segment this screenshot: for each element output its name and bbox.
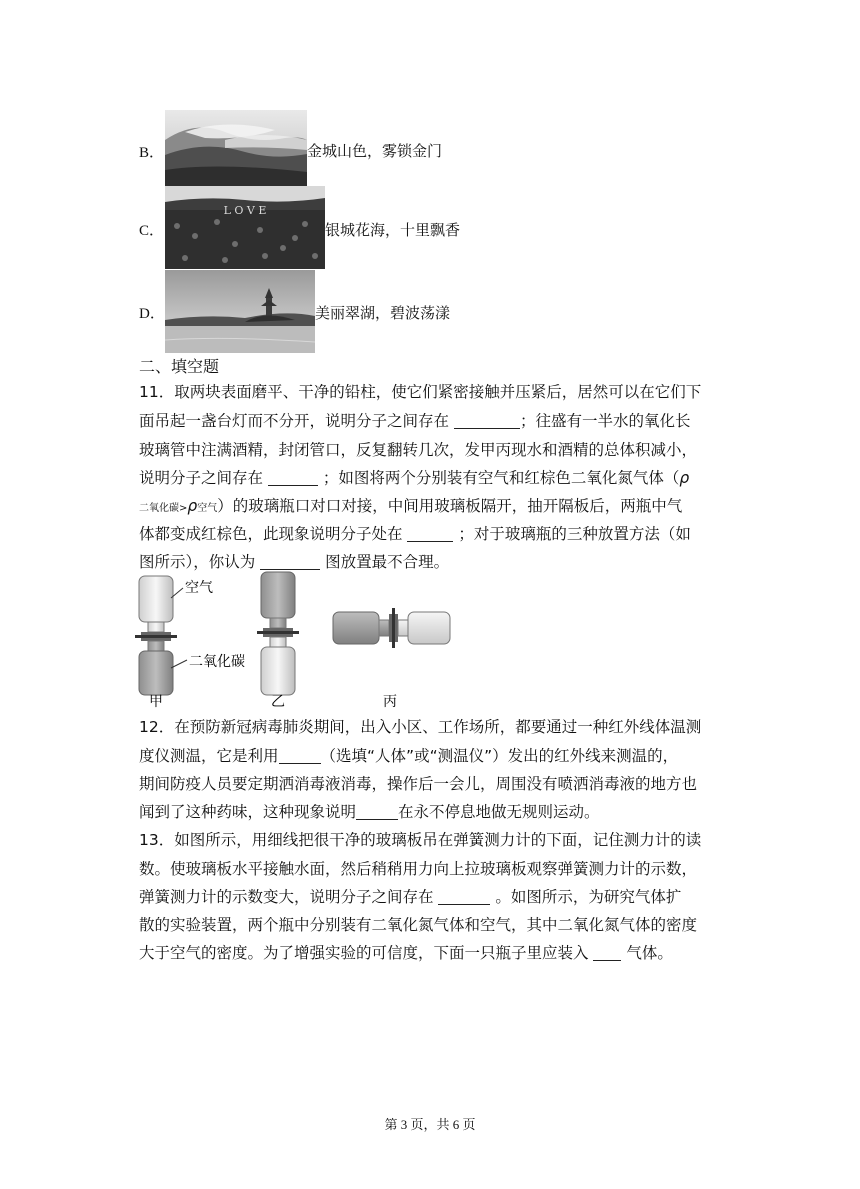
option-c-letter: C． <box>139 223 165 239</box>
love-sign: L O V E <box>223 204 267 217</box>
q12-line-3: 期间防疫人员要定期洒消毒液消毒，操作后一会儿，周围没有喷洒消毒液的地方也 <box>139 775 698 793</box>
q11-line-1: 11．取两块表面磨平、干净的铅柱，使它们紧密接触并压紧后，居然可以在它们下 <box>139 383 702 401</box>
q13-line-4: 散的实验装置，两个瓶中分别装有二氧化氮气体和空气，其中二氧化氮气体的密度 <box>139 916 698 934</box>
q13-line-2: 数。使玻璃板水平接触水面，然后稍稍用力向上拉玻璃板观察弹簧测力计的示数， <box>139 860 698 878</box>
option-d-text: 美丽翠湖，碧波荡漾 <box>315 304 451 322</box>
q11-blank-4[interactable] <box>260 553 320 570</box>
q11-line-6: 体都变成红棕色，此现象说明分子处在 ；对于玻璃瓶的三种放置方法（如 <box>139 525 691 543</box>
option-b-photo <box>165 110 307 187</box>
q12-blank-1[interactable] <box>279 747 321 764</box>
q13-blank-1[interactable] <box>438 888 490 905</box>
option-d-letter: D． <box>139 306 165 322</box>
label-yi: 乙 <box>271 694 285 710</box>
bottle-jia <box>135 576 187 695</box>
option-b-letter: B． <box>139 145 165 161</box>
q12-line-4: 闻到了这种药味，这种现象说明 在永不停息地做无规则运动。 <box>139 803 600 821</box>
q13-line-3: 弹簧测力计的示数变大，说明分子之间存在 。如图所示，为研究气体扩 <box>139 888 682 906</box>
q12-line-2: 度仪测温，它是利用 （选填“人体”或“测温仪”）发出的红外线来测温的， <box>139 747 679 765</box>
q11-blank-1[interactable] <box>454 412 520 429</box>
bottle-bing <box>333 608 450 648</box>
q13-blank-2[interactable] <box>593 944 621 961</box>
bottle-yi <box>257 572 299 695</box>
option-c-text: 银城花海，十里飘香 <box>325 221 461 239</box>
q11-blank-2[interactable] <box>268 469 318 486</box>
label-jia: 甲 <box>149 694 163 710</box>
q11-line-5: 二氧化碳>ρ空气）的玻璃瓶口对口对接，中间用玻璃板隔开，抽开隔板后，两瓶中气 <box>139 497 683 515</box>
q12-line-1: 12．在预防新冠病毒肺炎期间，出入小区、工作场所，都要通过一种红外线体温测 <box>139 718 702 736</box>
page-footer: 第 3 页，共 6 页 <box>384 1117 476 1132</box>
q11-line-2: 面吊起一盏台灯而不分开，说明分子之间存在 ；往盛有一半水的氧化长 <box>139 412 691 430</box>
option-d-photo <box>165 270 315 353</box>
q13-line-1: 13．如图所示，用细线把很干净的玻璃板吊在弹簧测力计的下面，记住测力计的读 <box>139 831 702 849</box>
bottle-figure <box>135 570 465 710</box>
section-title: 二、填空题 <box>139 357 220 376</box>
option-c-photo <box>165 186 325 269</box>
q12-blank-2[interactable] <box>356 803 398 820</box>
label-bing: 丙 <box>383 694 397 710</box>
q11-line-3: 玻璃管中注满酒精，封闭管口，反复翻转几次，发甲丙现水和酒精的总体积减小， <box>139 441 698 459</box>
label-air: 空气 <box>185 580 213 596</box>
q11-line-4: 说明分子之间存在 ；如图将两个分别装有空气和红棕色二氧化氮气体（ρ <box>139 469 690 487</box>
q11-line-7: 图所示），你认为 图放置最不合理。 <box>139 553 450 571</box>
option-b-text: 金城山色，雾锁金门 <box>307 142 443 160</box>
q13-line-5: 大于空气的密度。为了增强实验的可信度，下面一只瓶子里应装入 气体。 <box>139 944 673 962</box>
label-co2: 二氧化碳 <box>189 654 245 670</box>
q11-blank-3[interactable] <box>407 525 453 542</box>
